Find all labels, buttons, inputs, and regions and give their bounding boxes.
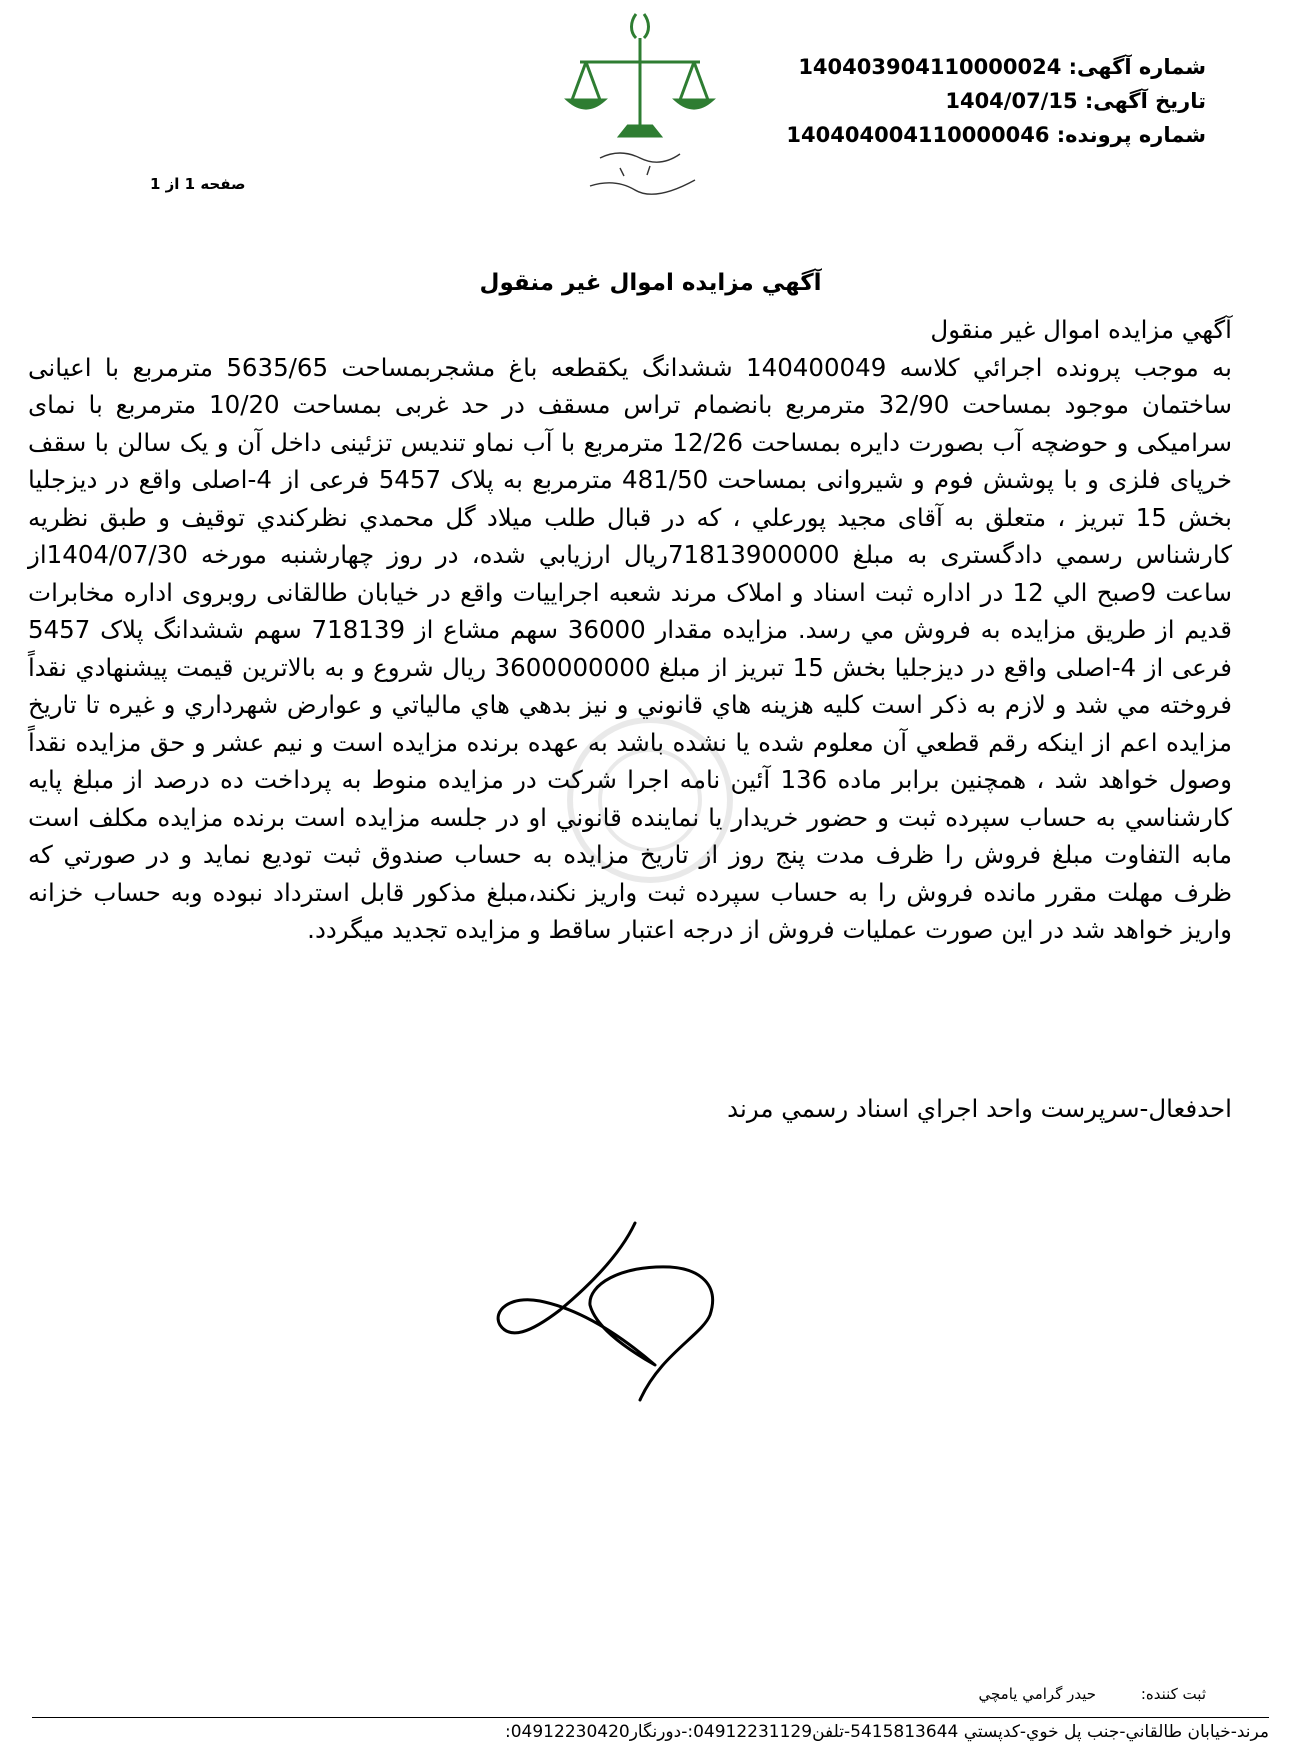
body-paragraph: به موجب پرونده اجرائي كلاسه 140400049 ششدانگ يکقطعه باغ مشجربمساحت 5635/65 مترمربع با اعیانی ساختمان موجود بمساحت 32/90 مترمربع بانضمام تراس مسقف در حد غربی بمساحت 10/20 مترمربع با نمای سرامیکی و حوضچه آب بصورت دایره بمساحت 12/26 مترمربع با آب نماو تندیس تزئینی داخل آن و یک سالن با سقف خرپای فلزی و با پوشش فوم و شیروانی بمساحت 481/50 مترمربع به پلاک 5457 فرعی از 4-اصلی واقع در دیزجلیا بخش 15 تبریز ، متعلق به آقای مجید پورعلي ، که در قبال طلب ميلاد گل محمدي نظركندي توقيف و طبق نظريه كارشناس رسمي دادگستری به مبلغ 71813900000ريال ارزيابي شده، در روز چهارشنبه مورخه 1404/07/30از ساعت 9صبح الي 12 در اداره ثبت اسناد و املاک مرند شعبه اجراییات واقع در خیابان طالقانی روبروی اداره مخابرات قدیم از طريق مزايده به فروش مي رسد. مزایده مقدار 36000 سهم مشاع از 718139 سهم ششدانگ پلاک 5457 فرعی از 4-اصلی واقع در دیزجلیا بخش 15 تبریز از مبلغ 3600000000 ريال شروع و به بالاترين قيمت پيشنهادي نقداً فروخته مي شد و لازم به ذكر است كليه هزينه هاي قانوني و نيز بدهي هاي مالياتي و عوارض شهرداري و غيره تا تاريخ مزايده اعم از اينكه رقم قطعي آن معلوم شده يا نشده باشد به عهده برنده مزايده است و نيم عشر و حق مزايده نقداً وصول خواهد شد ، همچنين برابر ماده 136 آئين نامه اجرا شركت در مزايده منوط به پرداخت ده درصد از مبلغ پايه كارشناسي به حساب سپرده ثبت و حضور خريدار يا نماينده قانوني او در جلسه مزايده است برنده مزايده مكلف است مابه التفاوت مبلغ فروش را ظرف مدت پنج روز از تاريخ مزايده به حساب صندوق ثبت توديع نمايد و در صورتي كه ظرف مهلت مقرر مانده فروش را به حساب سپرده ثبت واريز نكند،مبلغ مذكور قابل استرداد نبوده وبه حساب خزانه واريز خواهد شد در اين صورت عمليات فروش از درجه اعتبار ساقط و مزايده تجديد ميگردد.	[28, 352, 1233, 944]
ad-date-row	[786, 84, 1206, 118]
handwritten-signature	[470, 1215, 750, 1405]
footer-address: مرند-خيابان طالقاني-جنب پل خوي-كدپستي 5415813644-تلفن04912231129:-دورنگار04912230420:	[505, 1722, 1269, 1742]
ad-number-label: شماره آگهی:	[1068, 55, 1206, 79]
ad-meta	[786, 50, 1206, 152]
announcement-body	[28, 311, 1232, 949]
page-title: آگهي مزايده اموال غير منقول	[479, 270, 822, 296]
body-heading: آگهي مزايده اموال غير منقول	[930, 315, 1232, 344]
ad-date-label: تاریخ آگهی:	[1084, 89, 1206, 113]
ad-number-row	[786, 50, 1206, 84]
ad-number: 140403904110000024	[798, 55, 1062, 79]
signer: احدفعال-سرپرست واحد اجراي اسناد رسمي مرند	[727, 1094, 1232, 1123]
signature-icon	[470, 1215, 750, 1405]
registrar	[978, 1685, 1206, 1703]
page-count: صفحه 1 از 1	[150, 175, 246, 193]
footer-divider	[32, 1717, 1269, 1718]
scales-of-justice-icon	[560, 8, 720, 218]
case-number: 140404004110000046	[786, 123, 1050, 147]
registrar-name: حيدر گرامي يامچي	[978, 1685, 1097, 1703]
judiciary-emblem	[560, 8, 720, 218]
case-number-label: شماره پرونده:	[1056, 123, 1206, 147]
ad-date: 1404/07/15	[945, 89, 1078, 113]
registrar-label: ثبت كننده:	[1140, 1685, 1206, 1703]
case-number-row	[786, 118, 1206, 152]
